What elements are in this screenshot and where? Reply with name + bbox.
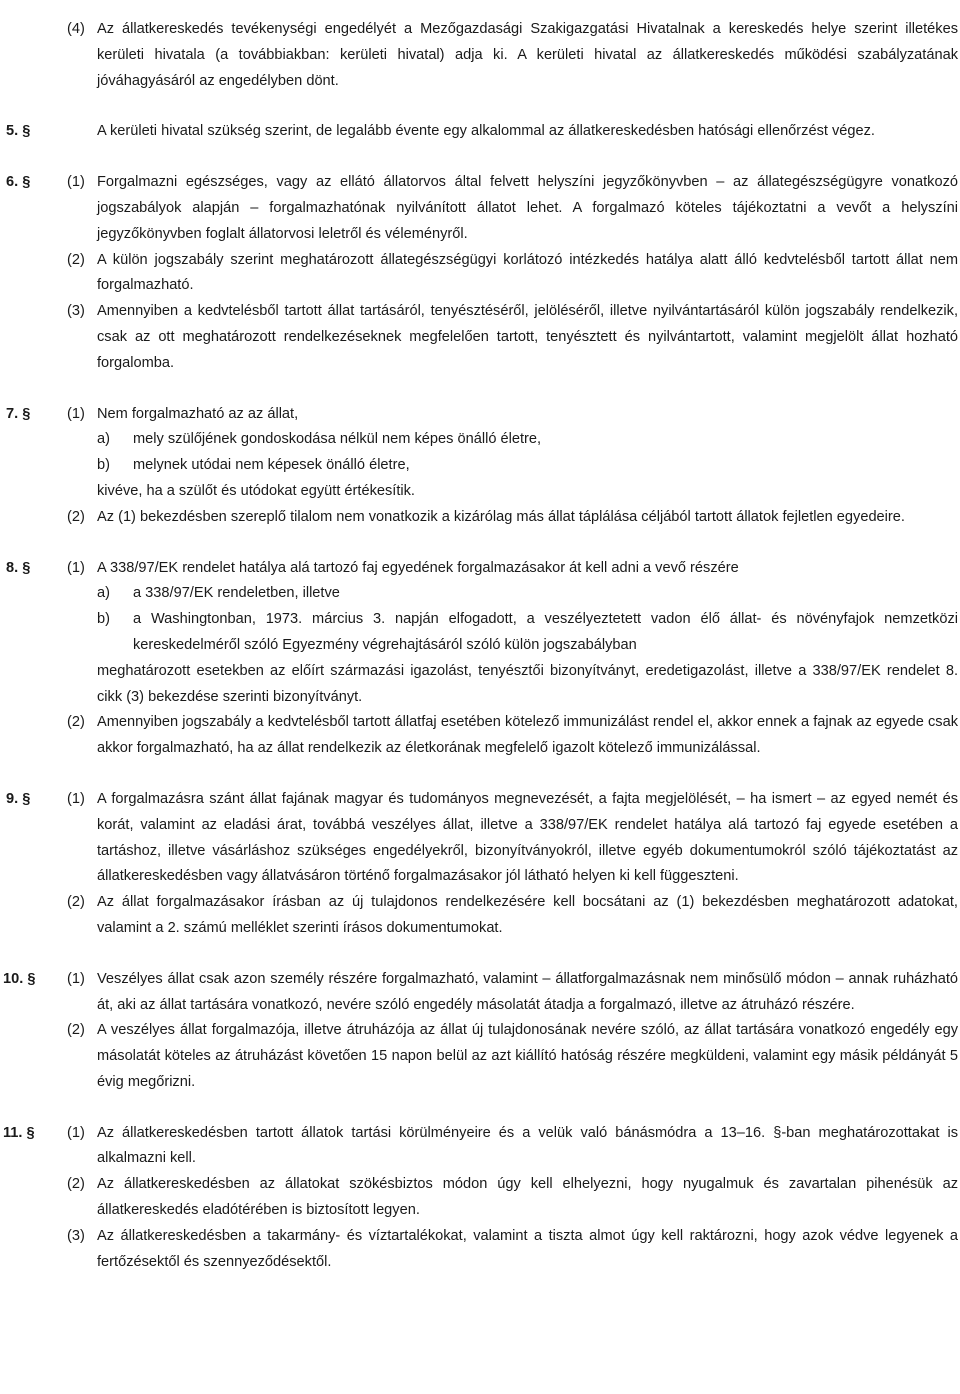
section-number: 7. § bbox=[6, 405, 31, 422]
list-item-letter: b) bbox=[97, 611, 110, 628]
paragraph-text: A külön jogszabály szerint meghatározott állategészségügyi korlátozó intézkedés hatálya alatt álló kedvtelésből tartott állat nem forgalmazható. bbox=[97, 251, 958, 294]
list-item-text: melynek utódai nem képesek önálló életre, bbox=[133, 457, 410, 474]
paragraph-number: (2) bbox=[67, 508, 85, 525]
paragraph bbox=[0, 170, 960, 247]
section-8 bbox=[0, 556, 960, 762]
paragraph-number: (2) bbox=[67, 894, 85, 911]
paragraph-text: Forgalmazni egészséges, vagy az ellátó állatorvos által felvett helyszíni jegyzőkönyvben – az állategészségügyre vonatkozó jogszabályok alapján – forgalmazhatónak nyilvánított állatot lehet. A forgalmazó köteles tájékoztatni a vevőt a helyszíni jegyzőkönyvben foglalt állatorvosi leletről és véleményről. bbox=[97, 174, 958, 242]
paragraph-text: Nem forgalmazható az az állat, bbox=[97, 405, 299, 422]
paragraph-text: Az állat forgalmazásakor írásban az új tulajdonos rendelkezésére kell bocsátani az (1) bekezdésben meghatározott adatokat, valamint a 2. számú melléklet szerinti írásos dokumentumokat. bbox=[97, 894, 958, 936]
list-item-text: mely szülőjének gondoskodása nélkül nem képes önálló életre, bbox=[133, 431, 542, 448]
section-number: 6. § bbox=[6, 174, 31, 191]
section-7 bbox=[0, 402, 960, 531]
paragraph-number: (2) bbox=[67, 714, 85, 731]
paragraph-text: Az (1) bekezdésben szereplő tilalom nem vonatkozik a kizárólag más állat táplálása céljából tartott állatok fejletlen egyedeire. bbox=[97, 508, 905, 525]
section-5 bbox=[0, 119, 960, 145]
paragraph bbox=[0, 710, 960, 762]
section-number: 9. § bbox=[6, 790, 31, 807]
paragraph-text: A 338/97/EK rendelet hatálya alá tartozó faj egyedének forgalmazásakor át kell adni a vevő részére bbox=[97, 559, 739, 576]
section-number: 10. § bbox=[3, 970, 36, 987]
list-item-text: a Washingtonban, 1973. március 3. napján elfogadott, a veszélyeztetett vadon élő állat- és növényfajok nemzetközi kereskedelméről szóló Egyezmény végrehajtásáról szóló külön jogszabályban bbox=[133, 611, 958, 653]
paragraph-text: A kerületi hivatal szükség szerint, de legalább évente egy alkalommal az állatkereskedésben hatósági ellenőrzést végez. bbox=[97, 123, 875, 140]
paragraph-text: A forgalmazásra szánt állat fajának magyar és tudományos megnevezését, a fajta megjelölését, – ha ismert – az egyed nemét és korát, valamint az eladási árat, továbbá veszélyes állat, illetve a 338/97/EK rendelet hatálya alá tartozó faj egyede esetében a tartáshoz, illetve vásárláshoz szükséges engedélyekről, bizonyítványokról, illetve egyéb dokumentumokról szóló tájékoztatást az állatkereskedésben vagy állatvásáron történő forgalmazásakor jól látható helyen ki kell függeszteni. bbox=[97, 790, 958, 885]
paragraph bbox=[0, 17, 960, 94]
paragraph-number: (3) bbox=[67, 303, 85, 320]
paragraph-tail: kivéve, ha a szülőt és utódokat együtt értékesítik. bbox=[97, 482, 415, 499]
paragraph bbox=[0, 1018, 960, 1095]
list-item-text: a 338/97/EK rendeletben, illetve bbox=[133, 585, 340, 602]
paragraph-text: Veszélyes állat csak azon személy részére forgalmazható, valamint – állatforgalmazásnak nem minősülő módon – annak ruházható át, aki az állat tartására vonatkozó, nevére szóló engedély másolatát átadja a forgalmazó, illetve az átruházó részére. bbox=[97, 970, 958, 1013]
section-9 bbox=[0, 787, 960, 942]
paragraph-number: (4) bbox=[67, 21, 85, 37]
paragraph bbox=[0, 556, 960, 582]
paragraph-number: (2) bbox=[67, 251, 85, 268]
paragraph-number: (1) bbox=[67, 405, 85, 422]
paragraph-number: (1) bbox=[67, 174, 85, 191]
list-item bbox=[0, 581, 960, 607]
paragraph bbox=[0, 1121, 960, 1173]
list-item bbox=[0, 607, 960, 659]
paragraph bbox=[0, 967, 960, 1019]
section-6 bbox=[0, 170, 960, 376]
list-item-letter: a) bbox=[97, 585, 110, 602]
section-10 bbox=[0, 967, 960, 1096]
paragraph-text: Az állatkereskedésben az állatokat szökésbiztos módon úgy kell elhelyezni, hogy nyugalmuk és zavartalan pihenésük az állatkereskedés eladótérében is biztosított legyen. bbox=[97, 1176, 958, 1219]
paragraph-number: (2) bbox=[67, 1022, 85, 1039]
paragraph-number: (1) bbox=[67, 970, 85, 987]
paragraph-text: Az állatkereskedésben a takarmány- és víztartalékokat, valamint a tiszta almot úgy kell raktározni, hogy azok védve legyenek a fertőzésektől és szennyeződésektől. bbox=[97, 1227, 958, 1270]
section-number: 11. § bbox=[3, 1124, 35, 1141]
paragraph bbox=[0, 787, 960, 890]
paragraph-number: (3) bbox=[67, 1227, 85, 1244]
paragraph-number: (1) bbox=[67, 790, 85, 807]
list-item-letter: a) bbox=[97, 431, 110, 448]
paragraph bbox=[0, 299, 960, 376]
section-number: 8. § bbox=[6, 559, 31, 576]
list-item bbox=[0, 453, 960, 479]
paragraph bbox=[0, 248, 960, 300]
paragraph-text: A veszélyes állat forgalmazója, illetve átruházója az állat új tulajdonosának nevére szóló, az állat tartására vonatkozó engedély egy másolatát köteles az átruházást követően 15 napon belül az azt kiállító hatóság részére megküldeni, valamint egy másik példányát 5 évig megőrizni. bbox=[97, 1022, 958, 1090]
paragraph bbox=[0, 1224, 960, 1276]
paragraph-text: Az állatkereskedésben tartott állatok tartási körülményeire és a velük való bánásmódra a 13–16. §-ban meghatározottakat is alkalmazni kell. bbox=[97, 1124, 958, 1167]
paragraph-number: (1) bbox=[67, 559, 85, 576]
paragraph-number: (2) bbox=[67, 1176, 85, 1193]
document-page bbox=[0, 17, 960, 1300]
paragraph-number: (1) bbox=[67, 1124, 85, 1141]
paragraph bbox=[0, 1172, 960, 1224]
paragraph bbox=[0, 119, 960, 145]
list-item-letter: b) bbox=[97, 457, 110, 474]
paragraph bbox=[0, 505, 960, 531]
paragraph-text: Amennyiben a kedvtelésből tartott állat tartásáról, tenyésztéséről, jelöléséről, illetve nyilvántartásáról külön jogszabály rendelkezik, csak az ott meghatározott rendelkezéseknek megfelelően tartott, tenyésztett és nyilvántartott, valamint megjelölt állat hozható forgalomba. bbox=[97, 303, 958, 371]
paragraph-text: Amennyiben jogszabály a kedvtelésből tartott állatfaj esetében kötelező immunizálást rendel el, akkor ennek a fajnak az egyede csak akkor forgalmazható, ha az állat rendelkezik az életkorának megfelelő igazolt kötelező immunizálással. bbox=[97, 714, 958, 757]
section-number: 5. § bbox=[6, 123, 31, 140]
paragraph-tail: meghatározott esetekben az előírt származási igazolást, tenyésztői bizonyítványt, eredetigazolást, illetve a 338/97/EK rendelet 8. cikk (3) bekezdése szerinti bizonyítványt. bbox=[97, 662, 958, 705]
list-item bbox=[0, 427, 960, 453]
paragraph bbox=[0, 890, 960, 942]
paragraph-text: Az állatkereskedés tevékenységi engedélyét a Mezőgazdasági Szakigazgatási Hivatalnak a kereskedés helye szerint illetékes kerületi hivatala (a továbbiakban: kerületi hivatal) adja ki. A kerületi hivatal az állatkereskedés működési szabályzatának jóváhagyásáról az engedélyben dönt. bbox=[97, 21, 958, 89]
section-4-continuation bbox=[0, 17, 960, 94]
paragraph bbox=[0, 402, 960, 428]
section-11 bbox=[0, 1121, 960, 1276]
